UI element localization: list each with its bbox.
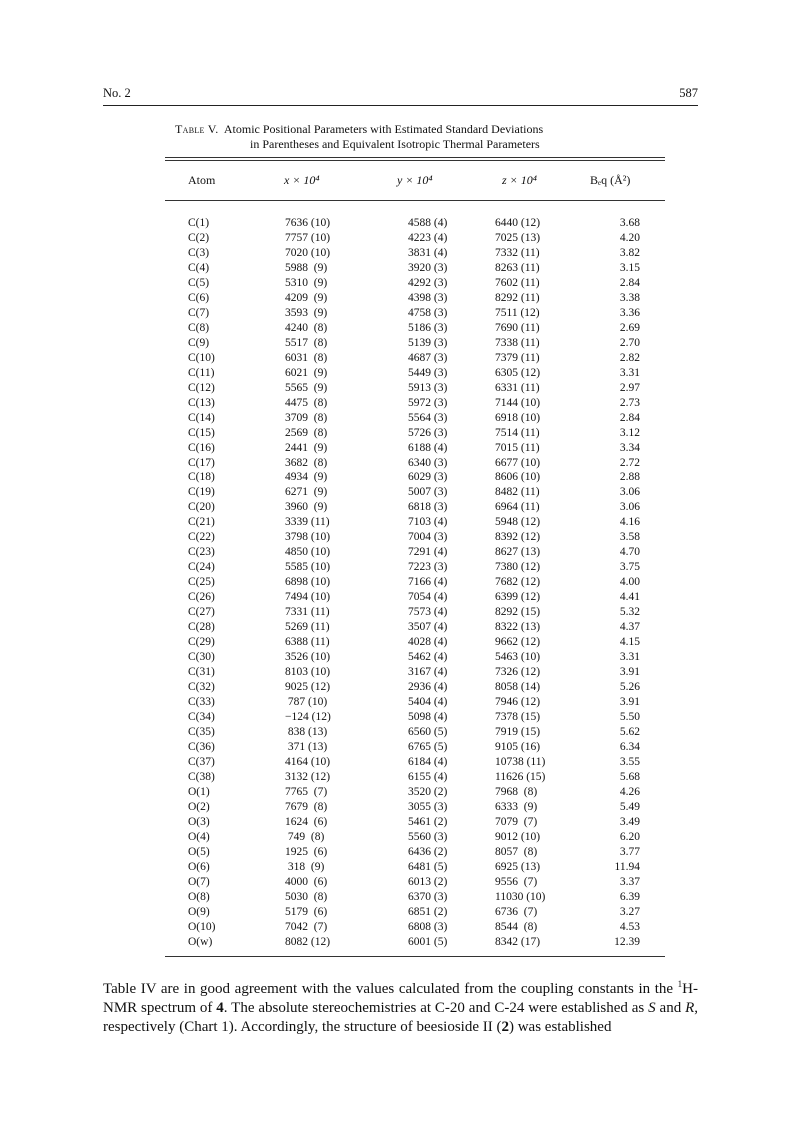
y-cell: 4687 (3) — [408, 351, 448, 364]
x-column — [285, 216, 347, 949]
col-header-x: x × 10⁴ — [284, 173, 320, 187]
x-cell: 6021 (9) — [285, 366, 328, 379]
y-cell: 5449 (3) — [408, 366, 448, 379]
b-eq-cell: 5.62 — [619, 725, 640, 738]
b-eq-cell: 5.32 — [619, 606, 640, 619]
atom-cell: C(25) — [188, 576, 215, 589]
z-column — [495, 216, 575, 949]
b-eq-cell: 3.82 — [619, 246, 640, 259]
y-cell: 4292 (3) — [408, 276, 448, 289]
z-cell: 7511 (12) — [495, 306, 540, 319]
paragraph-text — [103, 980, 698, 1037]
z-cell: 8322 (13) — [495, 621, 541, 634]
atom-cell: O(10) — [188, 920, 216, 933]
x-cell: 5310 (9) — [285, 276, 328, 289]
atom-cell: C(7) — [188, 306, 210, 319]
col-header-atom: Atom — [188, 173, 216, 187]
atom-cell: C(2) — [188, 231, 210, 244]
b-eq-cell: 3.77 — [619, 845, 640, 858]
y-cell: 5564 (3) — [408, 411, 448, 424]
y-cell: 5098 (4) — [408, 710, 448, 723]
x-cell: 838 (13) — [285, 725, 328, 738]
atom-cell: C(35) — [188, 725, 215, 738]
y-cell: 5560 (3) — [408, 830, 448, 843]
x-cell: 4000 (6) — [285, 875, 328, 888]
z-cell: 6925 (13) — [495, 860, 541, 873]
b-eq-cell: 11.94 — [614, 860, 640, 873]
b-eq-cell: 3.58 — [619, 531, 640, 544]
atom-cell: O(2) — [188, 800, 210, 813]
x-cell: 4934 (9) — [285, 471, 328, 484]
z-cell: 8342 (17) — [495, 935, 541, 948]
atom-cell: C(23) — [188, 546, 215, 559]
atom-cell: C(1) — [188, 217, 210, 229]
b-eq-cell: 6.34 — [619, 740, 640, 753]
table-caption — [175, 122, 635, 152]
x-cell: 9025 (12) — [285, 681, 331, 694]
x-cell: 5269 (11) — [285, 621, 330, 634]
y-cell: 7103 (4) — [408, 516, 448, 529]
z-cell: 7380 (12) — [495, 561, 541, 574]
b-eq-cell: 3.38 — [619, 291, 640, 304]
x-cell: 7042 (7) — [285, 920, 328, 933]
atom-cell: C(37) — [188, 755, 215, 768]
atom-cell: C(27) — [188, 606, 215, 619]
x-cell: 8103 (10) — [285, 666, 331, 679]
z-cell: 6305 (12) — [495, 366, 541, 379]
b-eq-cell: 3.31 — [619, 366, 640, 379]
z-cell: 6964 (11) — [495, 501, 540, 514]
y-cell: 7166 (4) — [408, 576, 448, 589]
col-header-z: z × 10⁴ — [502, 173, 537, 187]
z-cell: 7025 (13) — [495, 231, 541, 244]
atom-cell: C(10) — [188, 351, 215, 364]
b-eq-cell: 3.15 — [619, 261, 640, 274]
y-cell: 3520 (2) — [408, 785, 448, 798]
y-cell: 7004 (3) — [408, 531, 448, 544]
z-cell: 8263 (11) — [495, 261, 540, 274]
text-run: and — [655, 1000, 686, 1016]
b-eq-cell: 5.26 — [619, 681, 640, 694]
y-cell: 4758 (3) — [408, 306, 448, 319]
y-cell: 3920 (3) — [408, 261, 448, 274]
atom-cell: C(20) — [188, 501, 215, 514]
x-cell: 7765 (7) — [285, 785, 328, 798]
atom-cell: C(38) — [188, 770, 215, 783]
z-cell: 8544 (8) — [495, 920, 538, 933]
x-cell: 318 (9) — [285, 860, 325, 873]
b-eq-cell: 3.36 — [619, 306, 640, 319]
b-eq-cell: 4.15 — [619, 636, 640, 649]
atom-cell: O(3) — [188, 815, 210, 828]
y-cell: 6851 (2) — [408, 905, 448, 918]
atom-cell: C(15) — [188, 426, 215, 439]
table-top-rule-2 — [165, 160, 665, 161]
z-cell: 8292 (15) — [495, 606, 541, 619]
x-cell: 5565 (9) — [285, 381, 328, 394]
b-eq-cell: 3.55 — [619, 755, 640, 768]
b-column — [582, 216, 640, 949]
table-top-rule — [165, 157, 665, 158]
b-eq-cell: 4.70 — [619, 546, 640, 559]
atom-cell: C(9) — [188, 336, 210, 349]
atom-cell: C(21) — [188, 516, 215, 529]
x-cell: 3709 (8) — [285, 411, 328, 424]
y-cell: 6340 (3) — [408, 456, 448, 469]
z-cell: 6333 (9) — [495, 800, 538, 813]
z-cell: 7602 (11) — [495, 276, 540, 289]
x-cell: 371 (13) — [285, 740, 328, 753]
b-eq-cell: 2.84 — [619, 411, 640, 424]
stereo-descriptor: S — [648, 1000, 656, 1016]
z-cell: 8606 (10) — [495, 471, 541, 484]
b-eq-cell: 4.20 — [619, 231, 640, 244]
y-cell: 6765 (5) — [408, 740, 448, 753]
z-cell: 7338 (11) — [495, 336, 540, 349]
text-run: ) was established — [508, 1019, 612, 1035]
text-run: . The absolute stereochemistries at C-20 and C-24 were established as — [223, 1000, 649, 1016]
z-cell: 9556 (7) — [495, 875, 538, 888]
z-cell: 8482 (11) — [495, 486, 540, 499]
atom-cell: C(29) — [188, 636, 215, 649]
z-cell: 8392 (12) — [495, 531, 541, 544]
b-eq-cell: 2.97 — [619, 381, 640, 394]
atom-cell: C(12) — [188, 381, 215, 394]
b-eq-cell: 2.88 — [619, 471, 640, 484]
x-cell: 3798 (10) — [285, 531, 331, 544]
z-cell: 11626 (15) — [495, 770, 546, 783]
atom-cell: O(9) — [188, 905, 210, 918]
b-eq-cell: 3.06 — [619, 486, 640, 499]
header-rule — [103, 105, 698, 106]
b-eq-cell: 3.75 — [619, 561, 640, 574]
b-eq-cell: 12.39 — [614, 935, 640, 948]
z-cell: 10738 (11) — [495, 755, 546, 768]
caption-line-1: Atomic Positional Parameters with Estimated Standard Deviations — [223, 122, 544, 136]
x-cell: 2569 (8) — [285, 426, 328, 439]
atom-cell: C(28) — [188, 621, 215, 634]
b-eq-cell: 6.20 — [619, 830, 640, 843]
y-cell: 6560 (5) — [408, 725, 448, 738]
y-cell: 5726 (3) — [408, 426, 448, 439]
atom-cell: O(8) — [188, 890, 210, 903]
y-cell: 5007 (3) — [408, 486, 448, 499]
x-cell: 5585 (10) — [285, 561, 331, 574]
atom-cell: C(19) — [188, 486, 215, 499]
y-cell: 7291 (4) — [408, 546, 448, 559]
b-eq-cell: 4.00 — [619, 576, 640, 589]
b-eq-cell: 2.70 — [619, 336, 640, 349]
z-cell: 6918 (10) — [495, 411, 541, 424]
b-eq-cell: 3.49 — [619, 815, 640, 828]
y-cell: 5972 (3) — [408, 396, 448, 409]
y-cell: 5186 (3) — [408, 321, 448, 334]
x-cell: 3526 (10) — [285, 651, 331, 664]
col-header-b: Bₑq (Å²) — [590, 173, 631, 187]
b-eq-cell: 3.34 — [619, 441, 640, 454]
b-eq-cell: 2.69 — [619, 321, 640, 334]
text-run: , respectively (Chart 1). Accordingly, the structure of beesioside II ( — [103, 1000, 698, 1035]
x-cell: 787 (10) — [285, 696, 328, 708]
running-header-left: No. 2 — [103, 86, 131, 100]
x-cell: 6898 (10) — [285, 576, 331, 589]
atom-cell: C(36) — [188, 740, 215, 753]
col-header-y: y × 10⁴ — [397, 173, 433, 187]
compound-number: 4 — [216, 1000, 224, 1016]
z-cell: 7079 (7) — [495, 815, 538, 828]
y-cell: 6155 (4) — [408, 770, 448, 783]
b-eq-cell: 4.37 — [619, 621, 640, 634]
b-eq-cell: 3.12 — [619, 426, 640, 439]
x-cell: 3339 (11) — [285, 516, 330, 529]
z-cell: 9662 (12) — [495, 636, 541, 649]
stereo-descriptor: R — [685, 1000, 695, 1016]
page-number: 587 — [679, 86, 698, 100]
atom-cell: C(22) — [188, 531, 215, 544]
y-cell: 3507 (4) — [408, 621, 448, 634]
b-eq-cell: 3.91 — [619, 696, 640, 708]
x-cell: 6388 (11) — [285, 636, 330, 649]
z-cell: 7379 (11) — [495, 351, 540, 364]
atom-cell: O(5) — [188, 845, 210, 858]
atom-cell: C(14) — [188, 411, 215, 424]
x-cell: 7636 (10) — [285, 217, 331, 229]
z-cell: 9105 (16) — [495, 740, 541, 753]
x-cell: 4209 (9) — [285, 291, 328, 304]
y-cell: 7054 (4) — [408, 591, 448, 604]
b-eq-cell: 3.27 — [619, 905, 640, 918]
z-cell: 5463 (10) — [495, 651, 541, 664]
b-eq-cell: 2.72 — [619, 456, 640, 469]
z-cell: 7378 (15) — [495, 710, 541, 723]
compound-number: 2 — [501, 1019, 509, 1035]
atom-cell: C(30) — [188, 651, 215, 664]
x-cell: 7757 (10) — [285, 231, 331, 244]
z-cell: 7326 (12) — [495, 666, 541, 679]
b-eq-cell: 3.91 — [619, 666, 640, 679]
y-cell: 6188 (4) — [408, 441, 448, 454]
b-eq-cell: 5.50 — [619, 710, 640, 723]
z-cell: 7015 (11) — [495, 441, 540, 454]
atom-cell: C(34) — [188, 710, 215, 723]
atom-cell: C(8) — [188, 321, 210, 334]
y-cell: 6818 (3) — [408, 501, 448, 514]
superscript: 1 — [677, 979, 683, 989]
y-cell: 3055 (3) — [408, 800, 448, 813]
body-paragraph — [103, 980, 698, 1037]
y-cell: 5913 (3) — [408, 381, 448, 394]
b-eq-cell: 3.31 — [619, 651, 640, 664]
x-cell: 3960 (9) — [285, 501, 328, 514]
x-cell: 4164 (10) — [285, 755, 331, 768]
table-bottom-rule — [165, 956, 665, 957]
y-cell: 3167 (4) — [408, 666, 448, 679]
atom-column — [188, 216, 248, 949]
x-cell: 2441 (9) — [285, 441, 328, 454]
x-cell: 7679 (8) — [285, 800, 328, 813]
b-eq-cell: 5.49 — [619, 800, 640, 813]
b-eq-cell: 3.68 — [619, 217, 640, 229]
y-cell: 3831 (4) — [408, 246, 448, 259]
z-cell: 7946 (12) — [495, 696, 541, 708]
x-cell: 5517 (8) — [285, 336, 328, 349]
text-run: H-NMR spectrum of — [103, 981, 698, 1016]
x-cell: 8082 (12) — [285, 935, 331, 948]
z-cell: 6399 (12) — [495, 591, 541, 604]
x-cell: 4240 (8) — [285, 321, 328, 334]
b-eq-cell: 2.82 — [619, 351, 640, 364]
y-cell: 6029 (3) — [408, 471, 448, 484]
atom-cell: C(32) — [188, 681, 215, 694]
x-cell: 3132 (12) — [285, 770, 331, 783]
z-cell: 7919 (15) — [495, 725, 541, 738]
text-run: Table IV are in good agreement with the values calculated from the coupling constants in the — [103, 981, 678, 997]
x-cell: 5988 (9) — [285, 261, 328, 274]
z-cell: 11030 (10) — [495, 890, 546, 903]
z-cell: 7968 (8) — [495, 785, 538, 798]
y-cell: 6013 (2) — [408, 875, 448, 888]
y-cell: 6436 (2) — [408, 845, 448, 858]
z-cell: 6440 (12) — [495, 217, 541, 229]
z-cell: 6677 (10) — [495, 456, 541, 469]
atom-cell: C(11) — [188, 366, 215, 379]
y-cell: 5139 (3) — [408, 336, 448, 349]
z-cell: 8627 (13) — [495, 546, 541, 559]
z-cell: 5948 (12) — [495, 516, 541, 529]
atom-cell: C(33) — [188, 696, 215, 708]
x-cell: 4850 (10) — [285, 546, 331, 559]
x-cell: 7331 (11) — [285, 606, 330, 619]
b-eq-cell: 2.73 — [619, 396, 640, 409]
y-column — [408, 216, 468, 949]
z-cell: 7144 (10) — [495, 396, 541, 409]
atom-cell: C(17) — [188, 456, 215, 469]
atom-cell: C(4) — [188, 261, 210, 274]
y-cell: 4028 (4) — [408, 636, 448, 649]
x-cell: 3682 (8) — [285, 456, 328, 469]
y-cell: 4398 (3) — [408, 291, 448, 304]
x-cell: −124 (12) — [285, 710, 331, 723]
y-cell: 7223 (3) — [408, 561, 448, 574]
y-cell: 4223 (4) — [408, 231, 448, 244]
x-cell: 749 (8) — [285, 830, 325, 843]
z-cell: 7682 (12) — [495, 576, 541, 589]
z-cell: 8057 (8) — [495, 845, 538, 858]
b-eq-cell: 4.41 — [619, 591, 640, 604]
atom-cell: C(26) — [188, 591, 215, 604]
y-cell: 6001 (5) — [408, 935, 448, 948]
atom-cell: C(5) — [188, 276, 210, 289]
x-cell: 4475 (8) — [285, 396, 328, 409]
b-eq-cell: 4.26 — [619, 785, 640, 798]
y-cell: 5461 (2) — [408, 815, 448, 828]
x-cell: 6271 (9) — [285, 486, 328, 499]
x-cell: 5030 (8) — [285, 890, 328, 903]
z-cell: 6331 (11) — [495, 381, 540, 394]
b-eq-cell: 3.06 — [619, 501, 640, 514]
y-cell: 2936 (4) — [408, 681, 448, 694]
x-cell: 1624 (6) — [285, 815, 328, 828]
atom-cell: C(16) — [188, 441, 215, 454]
x-cell: 7020 (10) — [285, 246, 331, 259]
atom-cell: O(4) — [188, 830, 210, 843]
z-cell: 8058 (14) — [495, 681, 541, 694]
table-label: Table V. — [175, 122, 219, 136]
y-cell: 5404 (4) — [408, 696, 448, 708]
b-eq-cell: 5.68 — [619, 770, 640, 783]
b-eq-cell: 6.39 — [619, 890, 640, 903]
atom-cell: C(31) — [188, 666, 215, 679]
caption-line-2: in Parentheses and Equivalent Isotropic Thermal Parameters — [250, 137, 540, 151]
atom-cell: C(24) — [188, 561, 215, 574]
table-header-rule — [165, 200, 665, 201]
z-cell: 7332 (11) — [495, 246, 540, 259]
x-cell: 5179 (6) — [285, 905, 328, 918]
b-eq-cell: 4.16 — [619, 516, 640, 529]
z-cell: 9012 (10) — [495, 830, 541, 843]
y-cell: 6481 (5) — [408, 860, 448, 873]
x-cell: 1925 (6) — [285, 845, 328, 858]
z-cell: 8292 (11) — [495, 291, 540, 304]
y-cell: 5462 (4) — [408, 651, 448, 664]
atom-cell: C(18) — [188, 471, 215, 484]
atom-cell: O(1) — [188, 785, 210, 798]
x-cell: 6031 (8) — [285, 351, 328, 364]
atom-cell: O(7) — [188, 875, 210, 888]
y-cell: 4588 (4) — [408, 217, 448, 229]
atom-cell: C(3) — [188, 246, 210, 259]
atom-cell: C(13) — [188, 396, 215, 409]
x-cell: 3593 (9) — [285, 306, 328, 319]
b-eq-cell: 3.37 — [619, 875, 640, 888]
z-cell: 7690 (11) — [495, 321, 540, 334]
z-cell: 7514 (11) — [495, 426, 540, 439]
y-cell: 6184 (4) — [408, 755, 448, 768]
y-cell: 6370 (3) — [408, 890, 448, 903]
atom-cell: O(w) — [188, 935, 213, 948]
y-cell: 7573 (4) — [408, 606, 448, 619]
y-cell: 6808 (3) — [408, 920, 448, 933]
x-cell: 7494 (10) — [285, 591, 331, 604]
z-cell: 6736 (7) — [495, 905, 538, 918]
atom-cell: C(6) — [188, 291, 210, 304]
b-eq-cell: 4.53 — [619, 920, 640, 933]
atom-cell: O(6) — [188, 860, 210, 873]
b-eq-cell: 2.84 — [619, 276, 640, 289]
